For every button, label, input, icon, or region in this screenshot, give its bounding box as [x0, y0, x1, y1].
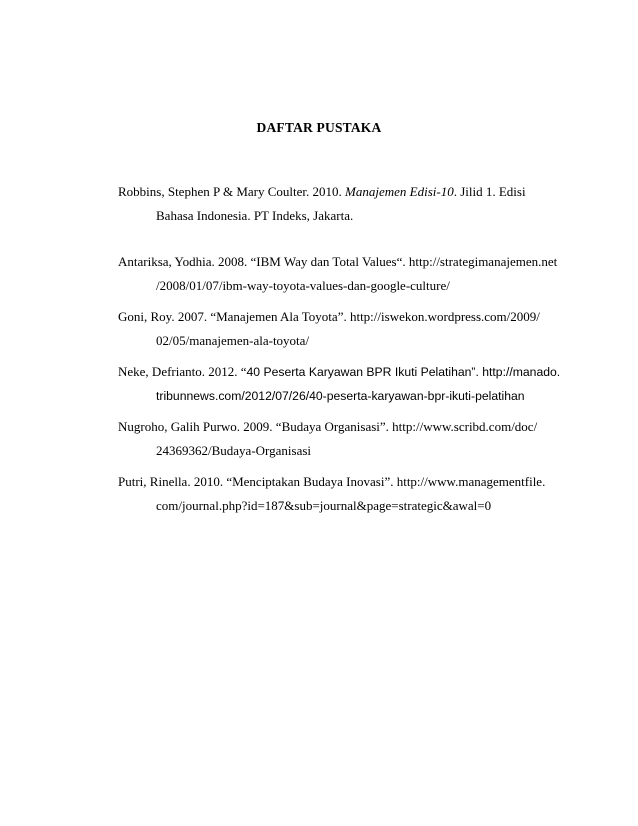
reference-line-1: Putri, Rinella. 2010. “Menciptakan Budaya Inovasi”. http://www.managementfile.	[118, 474, 546, 489]
reference-line-2: /2008/01/07/ibm-way-toyota-values-dan-google-culture/	[156, 278, 450, 293]
reference-line-1	[118, 360, 561, 384]
reference-line-2: Bahasa Indonesia. PT Indeks, Jakarta.	[156, 208, 354, 223]
reference-item-goni	[118, 305, 558, 353]
reference-details: . Jilid 1. Edisi	[453, 184, 526, 199]
reference-author-year: Neke, Defrianto. 2012. “	[118, 364, 247, 379]
reference-item-nugroho	[118, 415, 558, 463]
reference-line-2: 24369362/Budaya-Organisasi	[156, 443, 312, 458]
reference-item-antariksa	[118, 250, 558, 298]
reference-line-2: tribunnews.com/2012/07/26/40-peserta-karyawan-bpr-ikuti-pelatihan	[156, 389, 525, 403]
reference-line-1: Nugroho, Galih Purwo. 2009. “Budaya Organisasi”. http://www.scribd.com/doc/	[118, 419, 538, 434]
reference-work-title: Manajemen Edisi-10	[345, 184, 454, 199]
page-title: DAFTAR PUSTAKA	[256, 120, 382, 135]
reference-line-1: Antariksa, Yodhia. 2008. “IBM Way dan Total Values“. http://strategimanajemen.net	[118, 254, 558, 269]
reference-title-url: 40 Peserta Karyawan BPR Ikuti Pelatihan”. http://manado.	[246, 365, 561, 379]
reference-item-putri	[118, 470, 558, 518]
reference-list	[118, 180, 561, 518]
reference-item-robbins	[118, 180, 558, 228]
reference-line-1: Goni, Roy. 2007. “Manajemen Ala Toyota”. http://iswekon.wordpress.com/2009/	[118, 309, 540, 324]
reference-item-neke	[118, 360, 561, 408]
reference-line-2: com/journal.php?id=187&sub=journal&page=strategic&awal=0	[156, 498, 492, 513]
reference-author-year: Robbins, Stephen P & Mary Coulter. 2010.	[118, 184, 346, 199]
reference-line-1	[118, 180, 558, 204]
reference-line-2: 02/05/manajemen-ala-toyota/	[156, 333, 310, 348]
